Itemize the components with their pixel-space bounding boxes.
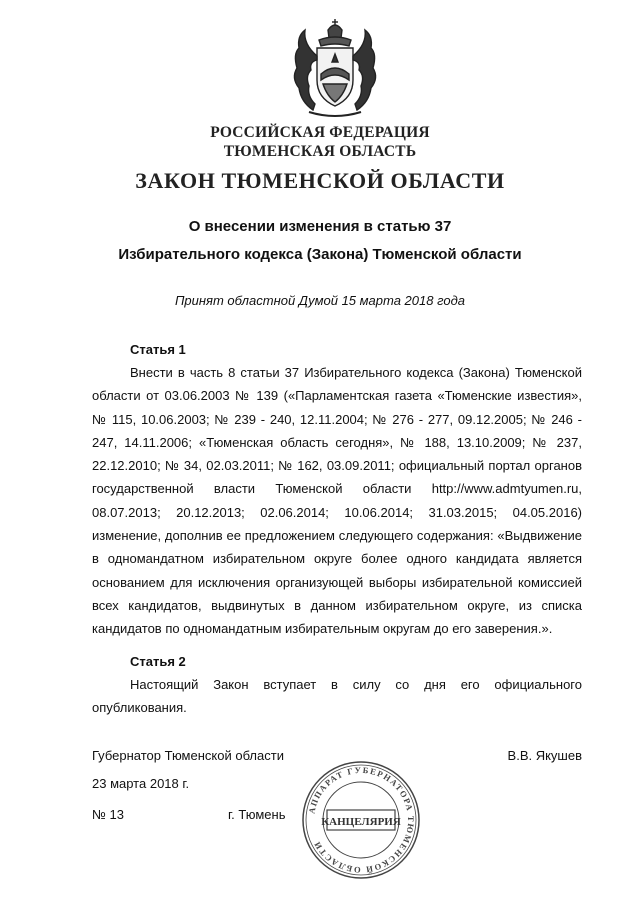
law-heading: ЗАКОН ТЮМЕНСКОЙ ОБЛАСТИ (135, 168, 505, 193)
article-2-heading: Статья 2 (130, 654, 186, 669)
law-title-line-2: Избирательного кодекса (Закона) Тюменской области (118, 246, 522, 263)
region-heading: ТЮМЕНСКАЯ ОБЛАСТЬ (223, 143, 417, 160)
signing-date: 23 марта 2018 г. (92, 776, 190, 791)
article-1-heading: Статья 1 (130, 342, 186, 357)
country-heading: РОССИЙСКАЯ ФЕДЕРАЦИЯ (210, 124, 430, 141)
governor-title: Губернатор Тюменской области (92, 748, 284, 763)
law-number: № 13 (92, 807, 125, 822)
article-1-text: Внести в часть 8 статьи 37 Избирательного кодекса (Закона) Тюменской области от 03.06.2003 № 139 («Парламентская газета «Тюменские известия», № 115, 10.06.2003; № 239 - 240, 12.11.2004; № 276 - 277, 09.12.2005; № 246 - 247, 14.11.2006; «Тюменская область сегодня», № 188, 13.10.2009; № 237, 22.12.2010; № 34, 02.03.2011; № 162, 03.09.2011; официальный портал органов государственной власти Тюменской области http://www.admtyumen.ru, 08.07.2013; 20.12.2013; 02.06.2014; 10.06.2014; 31.03.2015; 04.05.2016) изменение, дополнив ее предложением следующего содержания: «Выдвижение в одномандатном избирательном округе более одного кандидата является основанием для исключения организующей выборы избирательной комиссией всех кандидатов, выдвинутых в данном избирательном округе, из списка кандидатов по одномандатным избирательным округам до его заверения.». (92, 365, 582, 637)
stamp-ring-text: АППАРАТ ГУБЕРНАТОРА ТЮМЕНСКОЙ ОБЛАСТИ (306, 764, 417, 876)
article-2-text: Настоящий Закон вступает в силу со дня его официального опубликования. (92, 677, 582, 716)
stamp-center-text: КАНЦЕЛЯРИЯ (321, 816, 401, 828)
governor-name: В.В. Якушев (507, 748, 582, 763)
signing-city: г. Тюмень (228, 807, 286, 822)
adoption-note: Принят областной Думой 15 марта 2018 года (175, 293, 465, 308)
law-title-line-1: О внесении изменения в статью 37 (188, 218, 452, 235)
tyumen-coat-of-arms-icon (283, 18, 387, 122)
official-stamp-seal (300, 759, 422, 881)
